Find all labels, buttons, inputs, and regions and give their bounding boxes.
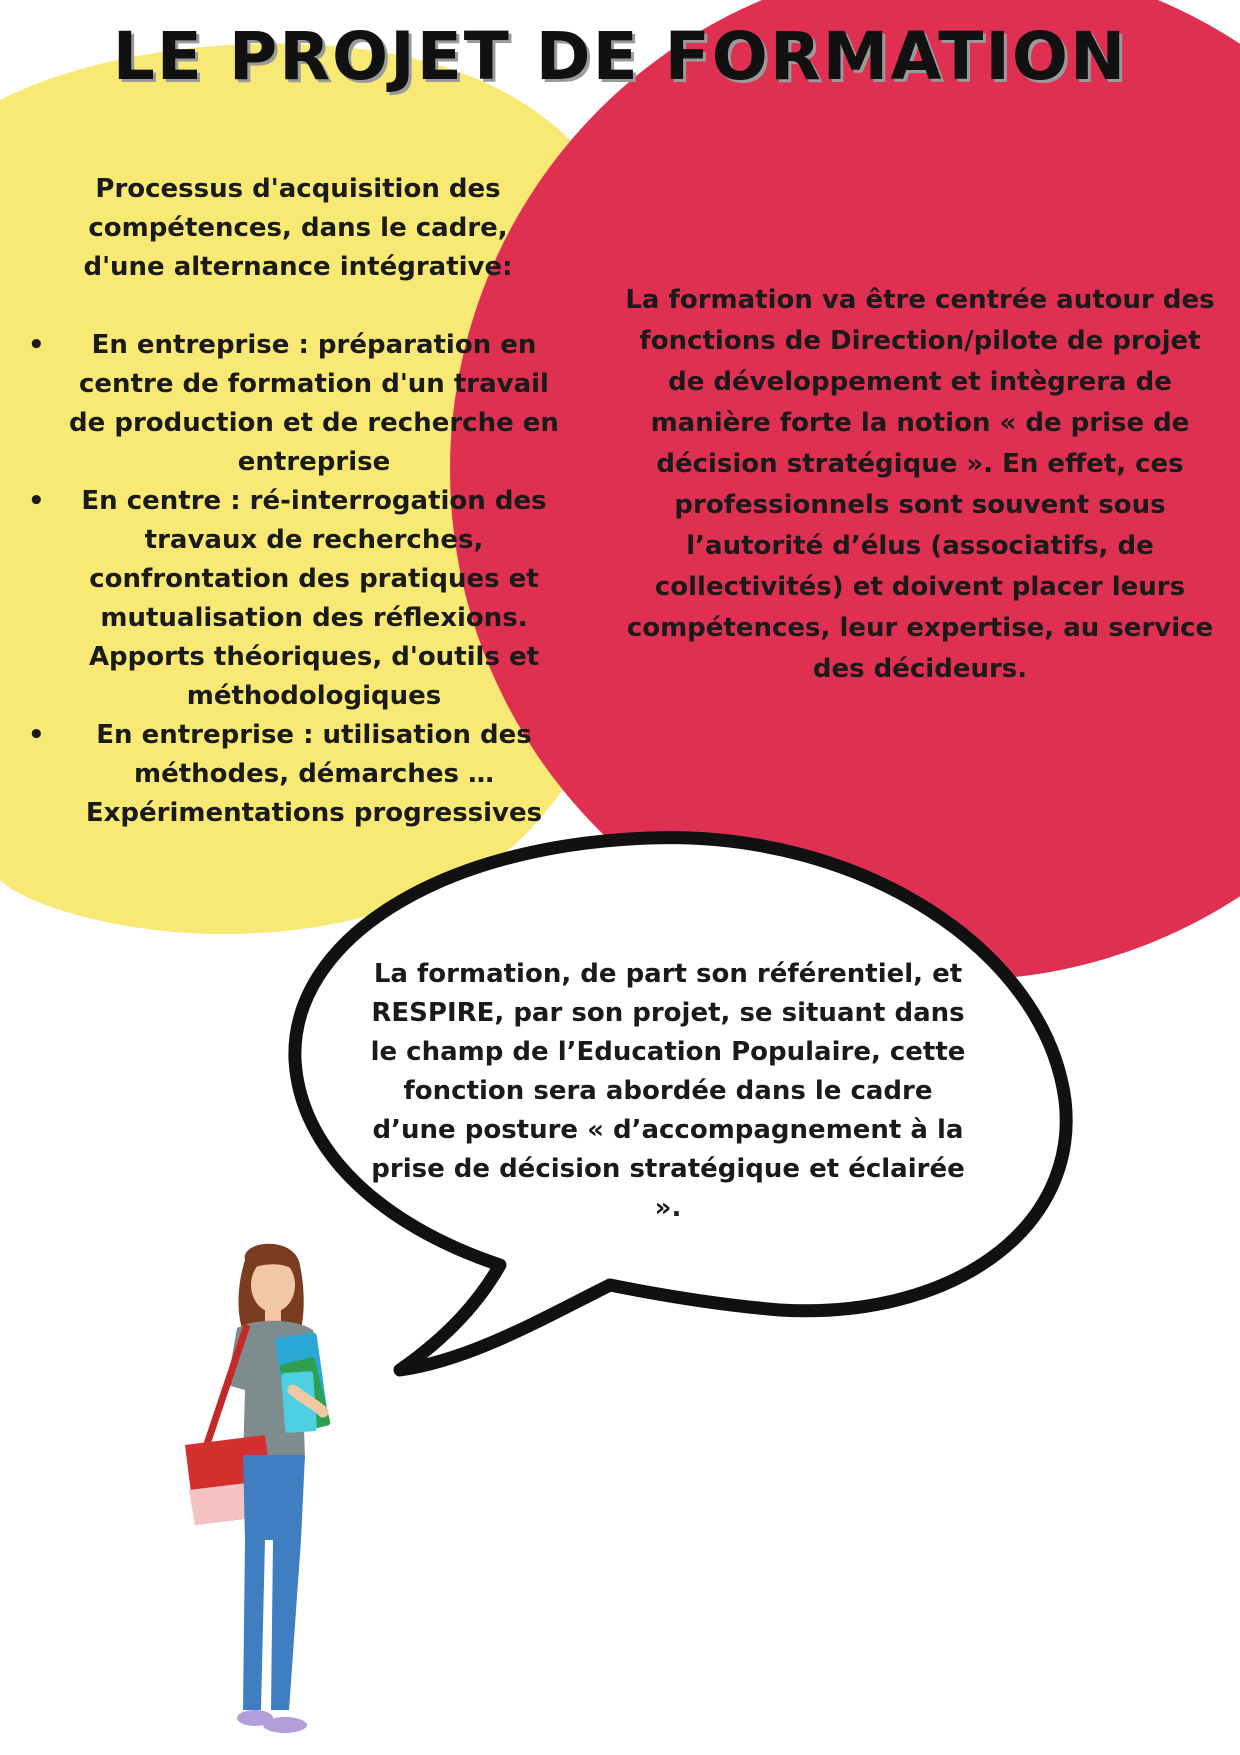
alternance-intro: Processus d'acquisition des compétences, dans le cadre, d'une alternance intégrative: [83, 174, 513, 282]
list-item: • En entreprise : utilisation des méthodes, démarches … Expérimentations progressives [28, 716, 568, 833]
bullet-icon: • [28, 720, 45, 750]
student-with-books-icon [185, 1240, 385, 1750]
direction-block: La formation va être centrée autour des fonctions de Direction/pilote de projet de développement et intègrera de manière forte la notion « de prise de décision stratégique ». En effet, ces professionnels sont souvent sous l’autorité d’élus (associatifs, de collectivités) et doivent placer leurs compétences, leur expertise, au service des décideurs. [625, 285, 1215, 684]
alternance-block [28, 170, 568, 833]
list-item: • En centre : ré-interrogation des travaux de recherches, confrontation des pratiques et mutualisation des réflexions. Apports théoriques, d'outils et méthodologiques [28, 482, 568, 716]
bullet-icon: • [28, 486, 45, 516]
alternance-list [28, 326, 568, 833]
page-title: LE PROJET DE FORMATION [112, 18, 1128, 95]
speech-bubble-text: La formation, de part son référentiel, et RESPIRE, par son projet, se situant dans le champ de l’Education Populaire, cette fonction sera abordée dans le cadre d’une posture « d’accompagnement à la prise de décision stratégique et éclairée ». [370, 959, 966, 1223]
bullet-icon: • [28, 330, 45, 360]
list-item: • En entreprise : préparation en centre de formation d'un travail de production et de recherche en entreprise [28, 326, 568, 482]
